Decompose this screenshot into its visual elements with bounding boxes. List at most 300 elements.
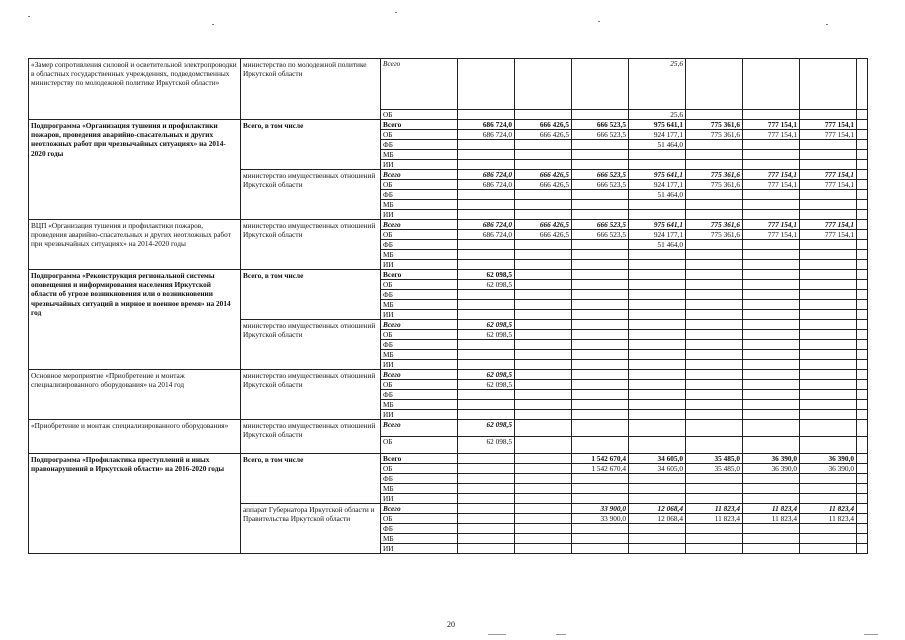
amount-cell — [743, 350, 800, 360]
amount-cell — [572, 360, 629, 370]
funding-source-cell: ИИ — [381, 360, 458, 370]
amount-cell — [629, 340, 686, 350]
amount-cell — [857, 280, 868, 290]
amount-cell — [515, 400, 572, 410]
funding-source-cell: Всего — [381, 120, 458, 130]
amount-cell: 62 098,5 — [458, 320, 515, 330]
amount-cell — [857, 437, 868, 454]
amount-cell: 666 426,5 — [515, 120, 572, 130]
amount-cell — [572, 270, 629, 280]
amount-cell — [743, 534, 800, 544]
amount-cell — [458, 504, 515, 514]
amount-cell — [686, 340, 743, 350]
amount-cell — [572, 210, 629, 220]
amount-cell — [515, 484, 572, 494]
amount-cell — [743, 400, 800, 410]
amount-cell: 686 724,0 — [458, 170, 515, 180]
funding-source-cell: ОБ — [381, 180, 458, 190]
amount-cell: 775 361,6 — [686, 170, 743, 180]
amount-cell — [857, 544, 868, 554]
amount-cell — [857, 180, 868, 190]
amount-cell: 777 154,1 — [743, 130, 800, 140]
amount-cell — [629, 544, 686, 554]
amount-cell — [800, 380, 857, 390]
funding-source-cell: ФБ — [381, 390, 458, 400]
amount-cell — [800, 340, 857, 350]
amount-cell — [800, 400, 857, 410]
amount-cell — [857, 514, 868, 524]
amount-cell — [686, 200, 743, 210]
amount-cell — [515, 370, 572, 380]
amount-cell — [686, 310, 743, 320]
amount-cell — [458, 514, 515, 524]
amount-cell — [743, 380, 800, 390]
funding-source-cell: МБ — [381, 400, 458, 410]
table-row — [29, 420, 868, 437]
amount-cell — [629, 250, 686, 260]
amount-cell — [800, 370, 857, 380]
amount-cell — [515, 524, 572, 534]
amount-cell — [686, 474, 743, 484]
amount-cell — [857, 524, 868, 534]
amount-cell — [458, 160, 515, 170]
amount-cell: 666 523,5 — [572, 220, 629, 230]
funding-source-cell: ИИ — [381, 260, 458, 270]
amount-cell — [515, 320, 572, 330]
amount-cell — [857, 210, 868, 220]
amount-cell — [572, 390, 629, 400]
amount-cell — [629, 484, 686, 494]
amount-cell: 777 154,1 — [743, 180, 800, 190]
amount-cell: 11 823,4 — [800, 514, 857, 524]
amount-cell — [857, 494, 868, 504]
amount-cell — [686, 240, 743, 250]
amount-cell: 777 154,1 — [800, 170, 857, 180]
amount-cell — [572, 250, 629, 260]
scan-speck — [212, 24, 214, 25]
amount-cell — [800, 110, 857, 120]
amount-cell — [743, 280, 800, 290]
amount-cell: 924 177,1 — [629, 180, 686, 190]
amount-cell — [515, 420, 572, 437]
amount-cell — [800, 320, 857, 330]
amount-cell — [857, 390, 868, 400]
amount-cell — [515, 454, 572, 464]
funding-source-cell: ИИ — [381, 494, 458, 504]
amount-cell — [857, 360, 868, 370]
amount-cell — [800, 140, 857, 150]
amount-cell — [629, 150, 686, 160]
amount-cell — [515, 504, 572, 514]
amount-cell: 62 098,5 — [458, 420, 515, 437]
amount-cell — [857, 454, 868, 464]
amount-cell — [743, 420, 800, 437]
amount-cell — [686, 290, 743, 300]
amount-cell — [458, 310, 515, 320]
amount-cell — [572, 524, 629, 534]
amount-cell — [686, 280, 743, 290]
amount-cell — [458, 110, 515, 120]
amount-cell: 11 823,4 — [686, 514, 743, 524]
amount-cell: 777 154,1 — [743, 230, 800, 240]
amount-cell — [629, 290, 686, 300]
amount-cell — [458, 290, 515, 300]
amount-cell: 666 426,5 — [515, 180, 572, 190]
amount-cell — [458, 350, 515, 360]
amount-cell: 62 098,5 — [458, 370, 515, 380]
amount-cell — [743, 410, 800, 420]
amount-cell — [572, 484, 629, 494]
amount-cell — [857, 484, 868, 494]
amount-cell — [458, 150, 515, 160]
amount-cell: 12 068,4 — [629, 514, 686, 524]
amount-cell — [515, 474, 572, 484]
amount-cell — [857, 260, 868, 270]
amount-cell — [458, 484, 515, 494]
amount-cell — [800, 390, 857, 400]
amount-cell — [629, 270, 686, 280]
scan-speck — [28, 16, 30, 17]
amount-cell — [857, 320, 868, 330]
table-row — [29, 370, 868, 380]
table-row — [29, 120, 868, 130]
amount-cell: 975 641,1 — [629, 220, 686, 230]
amount-cell — [458, 250, 515, 260]
amount-cell: 666 426,5 — [515, 230, 572, 240]
amount-cell — [857, 290, 868, 300]
funding-source-cell: ОБ — [381, 110, 458, 120]
amount-cell — [629, 280, 686, 290]
amount-cell — [515, 59, 572, 110]
amount-cell — [572, 534, 629, 544]
amount-cell: 666 523,5 — [572, 120, 629, 130]
funding-source-cell: ОБ — [381, 464, 458, 474]
amount-cell: 924 177,1 — [629, 130, 686, 140]
amount-cell: 686 724,0 — [458, 120, 515, 130]
amount-cell — [743, 524, 800, 534]
amount-cell: 51 464,0 — [629, 190, 686, 200]
amount-cell: 11 823,4 — [743, 514, 800, 524]
amount-cell — [686, 360, 743, 370]
scan-mark — [488, 634, 506, 635]
amount-cell — [686, 420, 743, 437]
amount-cell — [857, 534, 868, 544]
amount-cell — [458, 494, 515, 504]
funding-source-cell: Всего — [381, 454, 458, 464]
amount-cell — [800, 534, 857, 544]
scan-mark — [864, 634, 878, 635]
amount-cell: 666 523,5 — [572, 180, 629, 190]
funding-source-cell: ФБ — [381, 474, 458, 484]
amount-cell — [572, 200, 629, 210]
amount-cell — [800, 420, 857, 437]
amount-cell — [686, 380, 743, 390]
amount-cell: 777 154,1 — [800, 120, 857, 130]
amount-cell — [686, 484, 743, 494]
funding-source-cell: Всего — [381, 270, 458, 280]
funding-source-cell: ИИ — [381, 410, 458, 420]
amount-cell — [515, 330, 572, 340]
amount-cell — [800, 410, 857, 420]
amount-cell — [743, 240, 800, 250]
amount-cell — [629, 390, 686, 400]
amount-cell: 775 361,6 — [686, 130, 743, 140]
amount-cell — [572, 400, 629, 410]
amount-cell — [458, 464, 515, 474]
amount-cell — [743, 544, 800, 554]
amount-cell: 775 361,6 — [686, 220, 743, 230]
amount-cell — [857, 220, 868, 230]
scan-speck — [395, 12, 397, 13]
amount-cell — [857, 464, 868, 474]
amount-cell — [572, 290, 629, 300]
amount-cell — [800, 240, 857, 250]
amount-cell — [800, 160, 857, 170]
amount-cell — [515, 200, 572, 210]
amount-cell — [629, 380, 686, 390]
amount-cell — [515, 270, 572, 280]
funding-source-cell: МБ — [381, 534, 458, 544]
amount-cell — [800, 250, 857, 260]
amount-cell — [857, 474, 868, 484]
amount-cell: 975 641,1 — [629, 170, 686, 180]
amount-cell: 686 724,0 — [458, 130, 515, 140]
funding-source-cell: ФБ — [381, 240, 458, 250]
amount-cell — [515, 110, 572, 120]
amount-cell — [686, 260, 743, 270]
amount-cell — [686, 320, 743, 330]
amount-cell — [629, 437, 686, 454]
amount-cell — [743, 390, 800, 400]
funding-source-cell: Всего — [381, 320, 458, 330]
amount-cell: 51 464,0 — [629, 140, 686, 150]
amount-cell — [743, 160, 800, 170]
amount-cell — [629, 474, 686, 484]
funding-source-cell: ИИ — [381, 210, 458, 220]
budget-table — [28, 58, 868, 554]
table-row — [29, 454, 868, 464]
amount-cell — [743, 260, 800, 270]
amount-cell — [572, 150, 629, 160]
amount-cell — [458, 190, 515, 200]
amount-cell — [458, 140, 515, 150]
amount-cell — [686, 110, 743, 120]
funding-source-cell: ОБ — [381, 380, 458, 390]
amount-cell — [857, 340, 868, 350]
executor-cell: министерство по молодежной политике Иркутской области — [241, 59, 381, 120]
amount-cell — [800, 544, 857, 554]
amount-cell: 1 542 670,4 — [572, 464, 629, 474]
amount-cell — [800, 270, 857, 280]
amount-cell — [629, 320, 686, 330]
amount-cell — [686, 544, 743, 554]
amount-cell: 12 068,4 — [629, 504, 686, 514]
amount-cell — [857, 410, 868, 420]
amount-cell — [686, 524, 743, 534]
amount-cell — [857, 150, 868, 160]
amount-cell — [515, 190, 572, 200]
amount-cell — [857, 59, 868, 110]
amount-cell — [857, 370, 868, 380]
amount-cell — [458, 474, 515, 484]
table-row — [29, 270, 868, 280]
funding-source-cell: Всего — [381, 370, 458, 380]
amount-cell: 11 823,4 — [800, 504, 857, 514]
amount-cell — [686, 210, 743, 220]
funding-source-cell: МБ — [381, 484, 458, 494]
amount-cell — [800, 150, 857, 160]
amount-cell: 1 542 670,4 — [572, 454, 629, 464]
amount-cell — [686, 250, 743, 260]
amount-cell — [515, 160, 572, 170]
amount-cell: 686 724,0 — [458, 230, 515, 240]
amount-cell: 666 426,5 — [515, 170, 572, 180]
amount-cell — [857, 140, 868, 150]
amount-cell — [458, 360, 515, 370]
amount-cell — [572, 330, 629, 340]
amount-cell — [629, 350, 686, 360]
amount-cell — [857, 130, 868, 140]
funding-source-cell: Всего — [381, 420, 458, 437]
amount-cell: 62 098,5 — [458, 270, 515, 280]
amount-cell: 686 724,0 — [458, 180, 515, 190]
amount-cell — [458, 454, 515, 464]
amount-cell: 62 098,5 — [458, 380, 515, 390]
amount-cell: 25,6 — [629, 110, 686, 120]
funding-source-cell: Всего — [381, 59, 458, 110]
executor-cell: Всего, в том числе — [241, 120, 381, 170]
funding-source-cell: ФБ — [381, 190, 458, 200]
amount-cell — [458, 200, 515, 210]
amount-cell: 777 154,1 — [800, 180, 857, 190]
amount-cell: 11 823,4 — [743, 504, 800, 514]
amount-cell — [743, 200, 800, 210]
amount-cell: 36 390,0 — [800, 454, 857, 464]
amount-cell — [800, 280, 857, 290]
amount-cell — [572, 410, 629, 420]
amount-cell — [572, 544, 629, 554]
amount-cell — [800, 290, 857, 300]
program-name-cell: Подпрограмма «Организация тушения и профилактики пожаров, проведения аварийно-спасательных и других неотложных работ при чрезвычайных ситуациях» на 2014-2020 годы — [29, 120, 241, 220]
amount-cell — [857, 230, 868, 240]
amount-cell — [629, 494, 686, 504]
amount-cell — [572, 340, 629, 350]
funding-source-cell: ФБ — [381, 524, 458, 534]
amount-cell — [572, 310, 629, 320]
amount-cell — [800, 360, 857, 370]
amount-cell — [515, 150, 572, 160]
amount-cell — [857, 200, 868, 210]
amount-cell — [629, 160, 686, 170]
amount-cell — [686, 534, 743, 544]
executor-cell: Всего, в том числе — [241, 454, 381, 504]
amount-cell — [629, 360, 686, 370]
amount-cell — [629, 260, 686, 270]
amount-cell — [743, 474, 800, 484]
amount-cell — [515, 380, 572, 390]
amount-cell — [800, 310, 857, 320]
funding-source-cell: МБ — [381, 150, 458, 160]
amount-cell — [743, 300, 800, 310]
amount-cell — [800, 330, 857, 340]
funding-source-cell: ФБ — [381, 290, 458, 300]
amount-cell — [629, 534, 686, 544]
amount-cell — [515, 410, 572, 420]
amount-cell — [572, 240, 629, 250]
executor-cell: министерство имущественных отношений Иркутской области — [241, 220, 381, 270]
funding-source-cell: МБ — [381, 350, 458, 360]
amount-cell — [686, 59, 743, 110]
amount-cell — [686, 140, 743, 150]
amount-cell — [572, 280, 629, 290]
amount-cell — [857, 400, 868, 410]
amount-cell — [800, 474, 857, 484]
amount-cell — [572, 437, 629, 454]
amount-cell — [515, 310, 572, 320]
amount-cell — [629, 310, 686, 320]
program-name-cell: Основное мероприятие «Приобретение и монтаж специализированного оборудования» на 2014 год — [29, 370, 241, 420]
amount-cell — [572, 380, 629, 390]
amount-cell — [458, 300, 515, 310]
amount-cell — [572, 140, 629, 150]
amount-cell: 51 464,0 — [629, 240, 686, 250]
scan-speck — [826, 24, 828, 25]
amount-cell — [629, 420, 686, 437]
funding-source-cell: МБ — [381, 200, 458, 210]
amount-cell — [857, 250, 868, 260]
amount-cell — [743, 150, 800, 160]
amount-cell — [629, 524, 686, 534]
amount-cell: 666 523,5 — [572, 170, 629, 180]
amount-cell — [686, 190, 743, 200]
amount-cell — [629, 200, 686, 210]
amount-cell — [515, 514, 572, 524]
amount-cell — [686, 494, 743, 504]
funding-source-cell: МБ — [381, 250, 458, 260]
amount-cell — [800, 350, 857, 360]
amount-cell: 36 390,0 — [743, 454, 800, 464]
amount-cell — [572, 474, 629, 484]
amount-cell — [857, 420, 868, 437]
executor-cell: министерство имущественных отношений Иркутской области — [241, 170, 381, 220]
amount-cell — [800, 437, 857, 454]
amount-cell: 777 154,1 — [800, 220, 857, 230]
amount-cell: 777 154,1 — [743, 220, 800, 230]
amount-cell: 36 390,0 — [743, 464, 800, 474]
amount-cell: 33 900,0 — [572, 514, 629, 524]
amount-cell — [686, 437, 743, 454]
amount-cell — [857, 330, 868, 340]
amount-cell: 666 426,5 — [515, 220, 572, 230]
funding-source-cell: ИИ — [381, 544, 458, 554]
amount-cell — [857, 270, 868, 280]
amount-cell — [743, 437, 800, 454]
amount-cell: 777 154,1 — [743, 120, 800, 130]
amount-cell — [572, 494, 629, 504]
amount-cell — [458, 340, 515, 350]
amount-cell — [515, 280, 572, 290]
amount-cell — [857, 240, 868, 250]
amount-cell — [857, 190, 868, 200]
amount-cell — [572, 160, 629, 170]
amount-cell: 35 485,0 — [686, 454, 743, 464]
funding-source-cell: ОБ — [381, 330, 458, 340]
amount-cell — [743, 250, 800, 260]
amount-cell: 33 900,0 — [572, 504, 629, 514]
amount-cell — [743, 270, 800, 280]
amount-cell — [800, 200, 857, 210]
amount-cell — [800, 190, 857, 200]
